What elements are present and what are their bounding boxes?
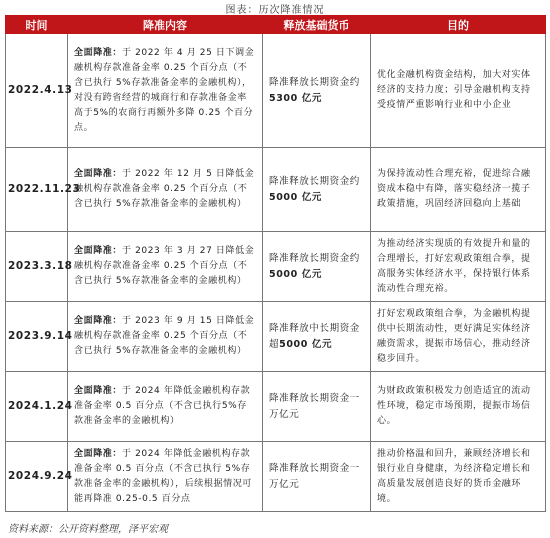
purpose-cell: 为推动经济实现质的有效提升和量的合理增长，打好宏观政策组合拳，提高服务实体经济水平，保持银行体系流动性合理充裕。	[371, 232, 546, 302]
money-cell	[263, 34, 371, 148]
time-cell: 2022.11.23	[6, 148, 68, 232]
money-text: 降准释放长期资金约	[269, 252, 360, 264]
table-row	[6, 302, 546, 372]
money-text: 降准释放长期资金约	[269, 175, 360, 187]
money-cell	[263, 442, 371, 512]
table-row	[6, 148, 546, 232]
rrr-cut-table	[5, 15, 546, 512]
purpose-cell: 打好宏观政策组合拳，为金融机构提供中长期流动性，更好满足实体经济融资需求，提振市场信心，推动经济稳步回升。	[371, 302, 546, 372]
content-bold-label: 全面降准：	[74, 169, 123, 179]
table-row	[6, 442, 546, 512]
header-time: 时间	[6, 16, 68, 34]
purpose-cell: 为保持流动性合理充裕，促进综合融资成本稳中有降，落实稳经济一揽子政策措施，巩固经济回稳向上基础	[371, 148, 546, 232]
content-cell	[68, 148, 263, 232]
time-cell: 2023.9.14	[6, 302, 68, 372]
content-text: 于 2024 年降低金融机构存款准备金率 0.5 百分点（不含已执行 5%存款准备金率的金融机构），后续根据情况可能再降准 0.25-0.5 百分点	[74, 448, 252, 504]
table-row	[6, 372, 546, 442]
time-cell: 2024.1.24	[6, 372, 68, 442]
rrr-cut-table-container	[5, 15, 545, 512]
purpose-cell: 优化金融机构资金结构，加大对实体经济的支持力度；引导金融机构支持受疫情严重影响行业和中小企业	[371, 34, 546, 148]
table-header-row	[6, 16, 546, 34]
content-text: 于 2023 年 3 月 27 日降低金融机构存款准备金率 0.25 个百分点（不含已执行 5%存款准备金率的金融机构）	[74, 246, 255, 286]
content-bold-label: 全面降准：	[74, 386, 123, 396]
source-note: 资料来源：公开资料整理，泽平宏观	[8, 524, 168, 535]
money-text: 降准释放长期资金约	[269, 76, 360, 88]
time-cell: 2024.9.24	[6, 442, 68, 512]
content-text: 于 2022 年 4 月 25 日下调金融机构存款准备金率 0.25 个百分点（不含已执行 5%存款准备金率的金融机构），对没有跨省经营的城商行和存款准备金率高于5%的农商行再额外多降 0.25 个百分点。	[74, 47, 255, 133]
money-amount: 5300 亿元	[269, 92, 322, 104]
money-cell	[263, 148, 371, 232]
content-cell	[68, 442, 263, 512]
money-cell	[263, 302, 371, 372]
content-cell	[68, 34, 263, 148]
content-bold-label: 全面降准：	[74, 47, 123, 58]
content-bold-label: 全面降准：	[74, 316, 123, 326]
purpose-cell: 推动价格温和回升，兼顾经济增长和银行业自身健康，为经济稳定增长和高质量发展创造良好的货币金融环境。	[371, 442, 546, 512]
purpose-cell: 为财政政策积极发力创造适宜的流动性环境，稳定市场预期，提振市场信心。	[371, 372, 546, 442]
header-content: 降准内容	[68, 16, 263, 34]
money-cell	[263, 372, 371, 442]
content-cell	[68, 232, 263, 302]
figure-caption: 图表：历次降准情况	[225, 5, 325, 16]
time-cell: 2022.4.13	[6, 34, 68, 148]
content-cell	[68, 372, 263, 442]
content-text: 于 2022 年 12 月 5 日降低金融机构存款准备金率 0.25 个百分点（不含已执行 5%存款准备金率的金融机构）	[74, 169, 255, 209]
content-cell	[68, 302, 263, 372]
money-text: 降准释放长期资金一万亿元	[269, 462, 360, 490]
money-amount: 5000 亿元	[269, 191, 322, 203]
money-cell	[263, 232, 371, 302]
header-purpose: 目的	[371, 16, 546, 34]
money-text: 降准释放中长期资金超	[269, 322, 360, 350]
time-cell: 2023.3.18	[6, 232, 68, 302]
header-money: 释放基础货币	[263, 16, 371, 34]
content-bold-label: 全面降准：	[74, 246, 123, 256]
table-row	[6, 232, 546, 302]
content-text: 于 2024 年降低金融机构存款准备金率 0.5 百分点（不含已执行5%存款准备金率的金融机构）	[74, 386, 251, 426]
money-text: 降准释放长期资金一万亿元	[269, 392, 360, 420]
money-amount: 5000 亿元	[269, 268, 322, 280]
content-text: 于 2023 年 9 月 15 日降低金融机构存款准备金率 0.25 个百分点（不含已执行 5%存款准备金率的金融机构）	[74, 316, 255, 356]
money-amount: 5000 亿元	[279, 338, 333, 350]
content-bold-label: 全面降准：	[74, 448, 123, 459]
table-row	[6, 34, 546, 148]
